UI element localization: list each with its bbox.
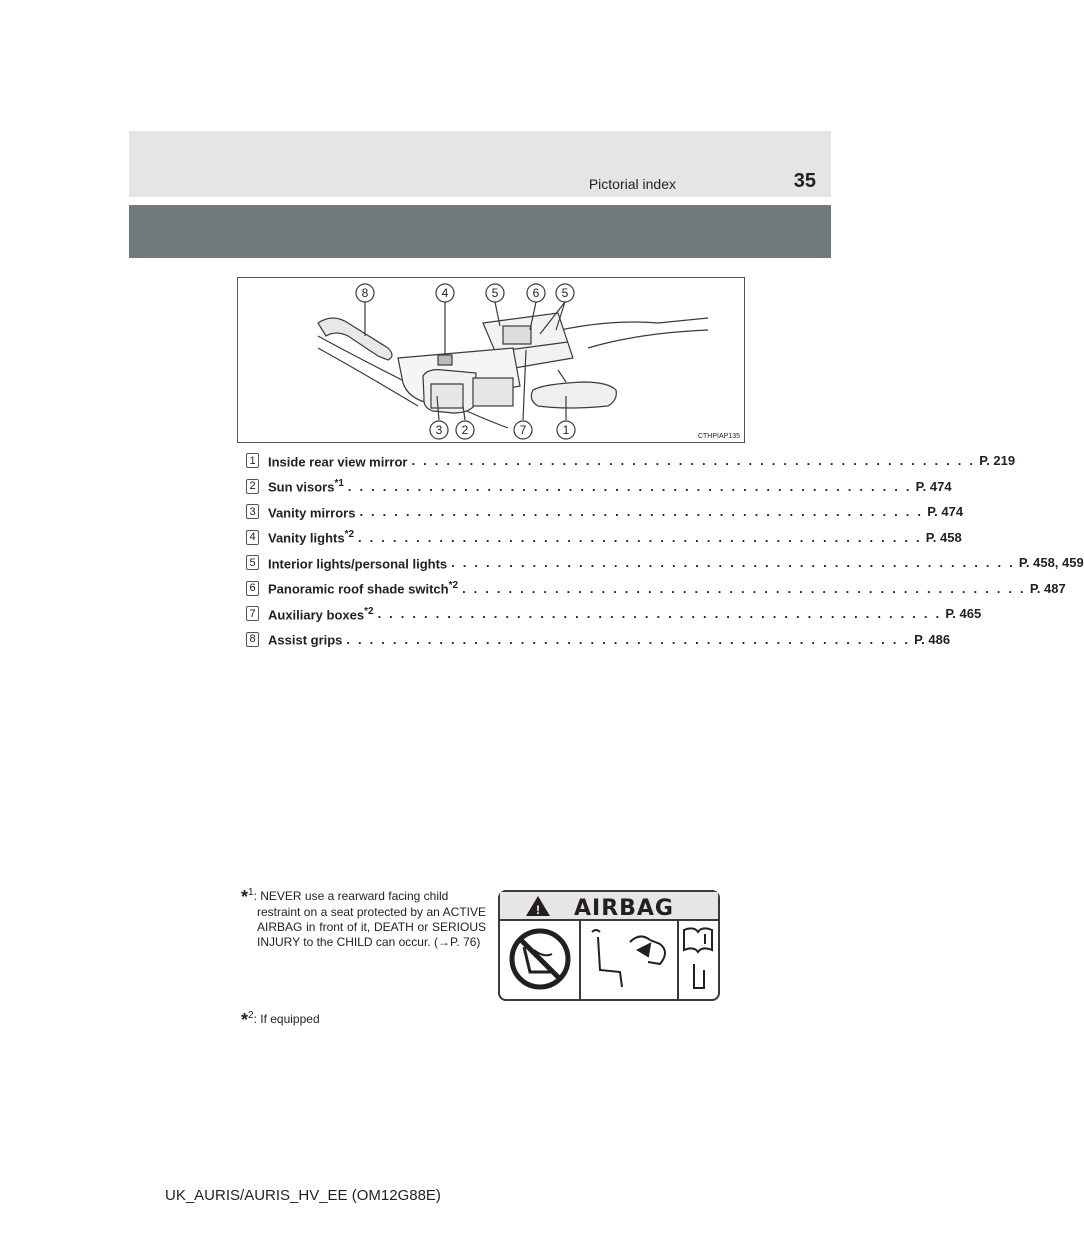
list-item	[246, 601, 982, 627]
page-reference: P. 474	[915, 478, 952, 494]
item-label: Vanity lights$^{*2}$	[268, 529, 355, 546]
list-item	[246, 499, 964, 525]
page-reference: P. 486	[914, 631, 951, 647]
item-label: Panoramic roof shade switch$^{*2}$	[268, 580, 459, 597]
airbag-warning-label	[498, 890, 720, 1001]
item-list	[246, 448, 1084, 652]
airbag-deploy-icon	[592, 930, 665, 987]
page-reference: P. 474	[927, 504, 964, 520]
dot-leader: . . . . . . . . . . . . . . . . . . . . . . . . . . . . . . . . . . . . . . . . . . . . . . . . .	[411, 453, 976, 469]
callout-5a: 5	[491, 286, 499, 300]
item-number: 3	[246, 504, 259, 519]
footnote-2: *$^2$: If equipped	[241, 1010, 320, 1030]
footnote-1: *$^1$: NEVER use a rearward facing child restraint on a seat protected by an ACTIVE AIRBAG in front of it, DEATH or SERIOUS INJURY to the CHILD can occur. (→P. 76)	[241, 887, 486, 949]
callout-5b: 5	[561, 286, 569, 300]
page-reference: P. 458, 459	[1018, 555, 1084, 571]
item-number: 2	[246, 479, 259, 494]
header-dark-band	[129, 205, 831, 258]
list-item	[246, 474, 952, 500]
page-reference: P. 219	[979, 453, 1016, 469]
callout-7: 7	[519, 423, 527, 437]
item-label: Sun visors$^{*1}$	[268, 478, 344, 495]
item-label: Assist grips	[268, 632, 343, 648]
header-band	[129, 131, 831, 197]
dot-leader: . . . . . . . . . . . . . . . . . . . . . . . . . . . . . . . . . . . . . . . . . . . . . . . . .	[462, 580, 1026, 596]
callout-3: 3	[435, 423, 443, 437]
list-item	[246, 627, 951, 653]
page-number: 35	[793, 170, 816, 192]
page-reference: P. 487	[1029, 580, 1066, 596]
item-number: 8	[246, 632, 259, 647]
item-number: 7	[246, 606, 259, 621]
item-number: 5	[246, 555, 259, 570]
item-number: 4	[246, 530, 259, 545]
page-reference: P. 458	[925, 529, 962, 545]
item-label: Auxiliary boxes$^{*2}$	[268, 605, 374, 622]
callout-8: 8	[361, 286, 369, 300]
list-item	[246, 550, 1084, 576]
item-number: 1	[246, 453, 259, 468]
interior-ceiling-figure	[237, 277, 745, 443]
item-label: Inside rear view mirror	[268, 453, 408, 469]
callout-4: 4	[441, 286, 449, 300]
callout-2: 2	[461, 423, 469, 437]
svg-text:!: !	[536, 903, 540, 917]
model-code-footer: UK_AURIS/AURIS_HV_EE (OM12G88E)	[165, 1187, 441, 1204]
figure-code: CTHPIAP135	[697, 433, 740, 440]
dot-leader: . . . . . . . . . . . . . . . . . . . . . . . . . . . . . . . . . . . . . . . . . . . . . . . . .	[451, 555, 1015, 571]
list-item	[246, 525, 962, 551]
dot-leader: . . . . . . . . . . . . . . . . . . . . . . . . . . . . . . . . . . . . . . . . . . . . . . . . .	[346, 631, 911, 647]
manual-book-icon	[684, 928, 712, 988]
no-child-seat-icon	[512, 931, 568, 987]
section-title: Pictorial index	[588, 176, 676, 192]
list-item	[246, 576, 1066, 602]
callout-1: 1	[562, 423, 570, 437]
page-reference: P. 465	[945, 606, 982, 622]
ceiling-illustration	[238, 278, 744, 442]
list-item	[246, 448, 1016, 474]
item-number: 6	[246, 581, 259, 596]
dot-leader: . . . . . . . . . . . . . . . . . . . . . . . . . . . . . . . . . . . . . . . . . . . . . . . . .	[347, 478, 912, 494]
item-label: Interior lights/personal lights	[268, 555, 448, 571]
item-label: Vanity mirrors	[268, 504, 356, 520]
airbag-title: AIRBAG	[573, 896, 675, 921]
callout-6: 6	[532, 286, 540, 300]
dot-leader: . . . . . . . . . . . . . . . . . . . . . . . . . . . . . . . . . . . . . . . . . . . . . . . . .	[359, 504, 924, 520]
dot-leader: . . . . . . . . . . . . . . . . . . . . . . . . . . . . . . . . . . . . . . . . . . . . . . . . .	[377, 606, 942, 622]
dot-leader: . . . . . . . . . . . . . . . . . . . . . . . . . . . . . . . . . . . . . . . . . . . . . . . . .	[358, 529, 922, 545]
